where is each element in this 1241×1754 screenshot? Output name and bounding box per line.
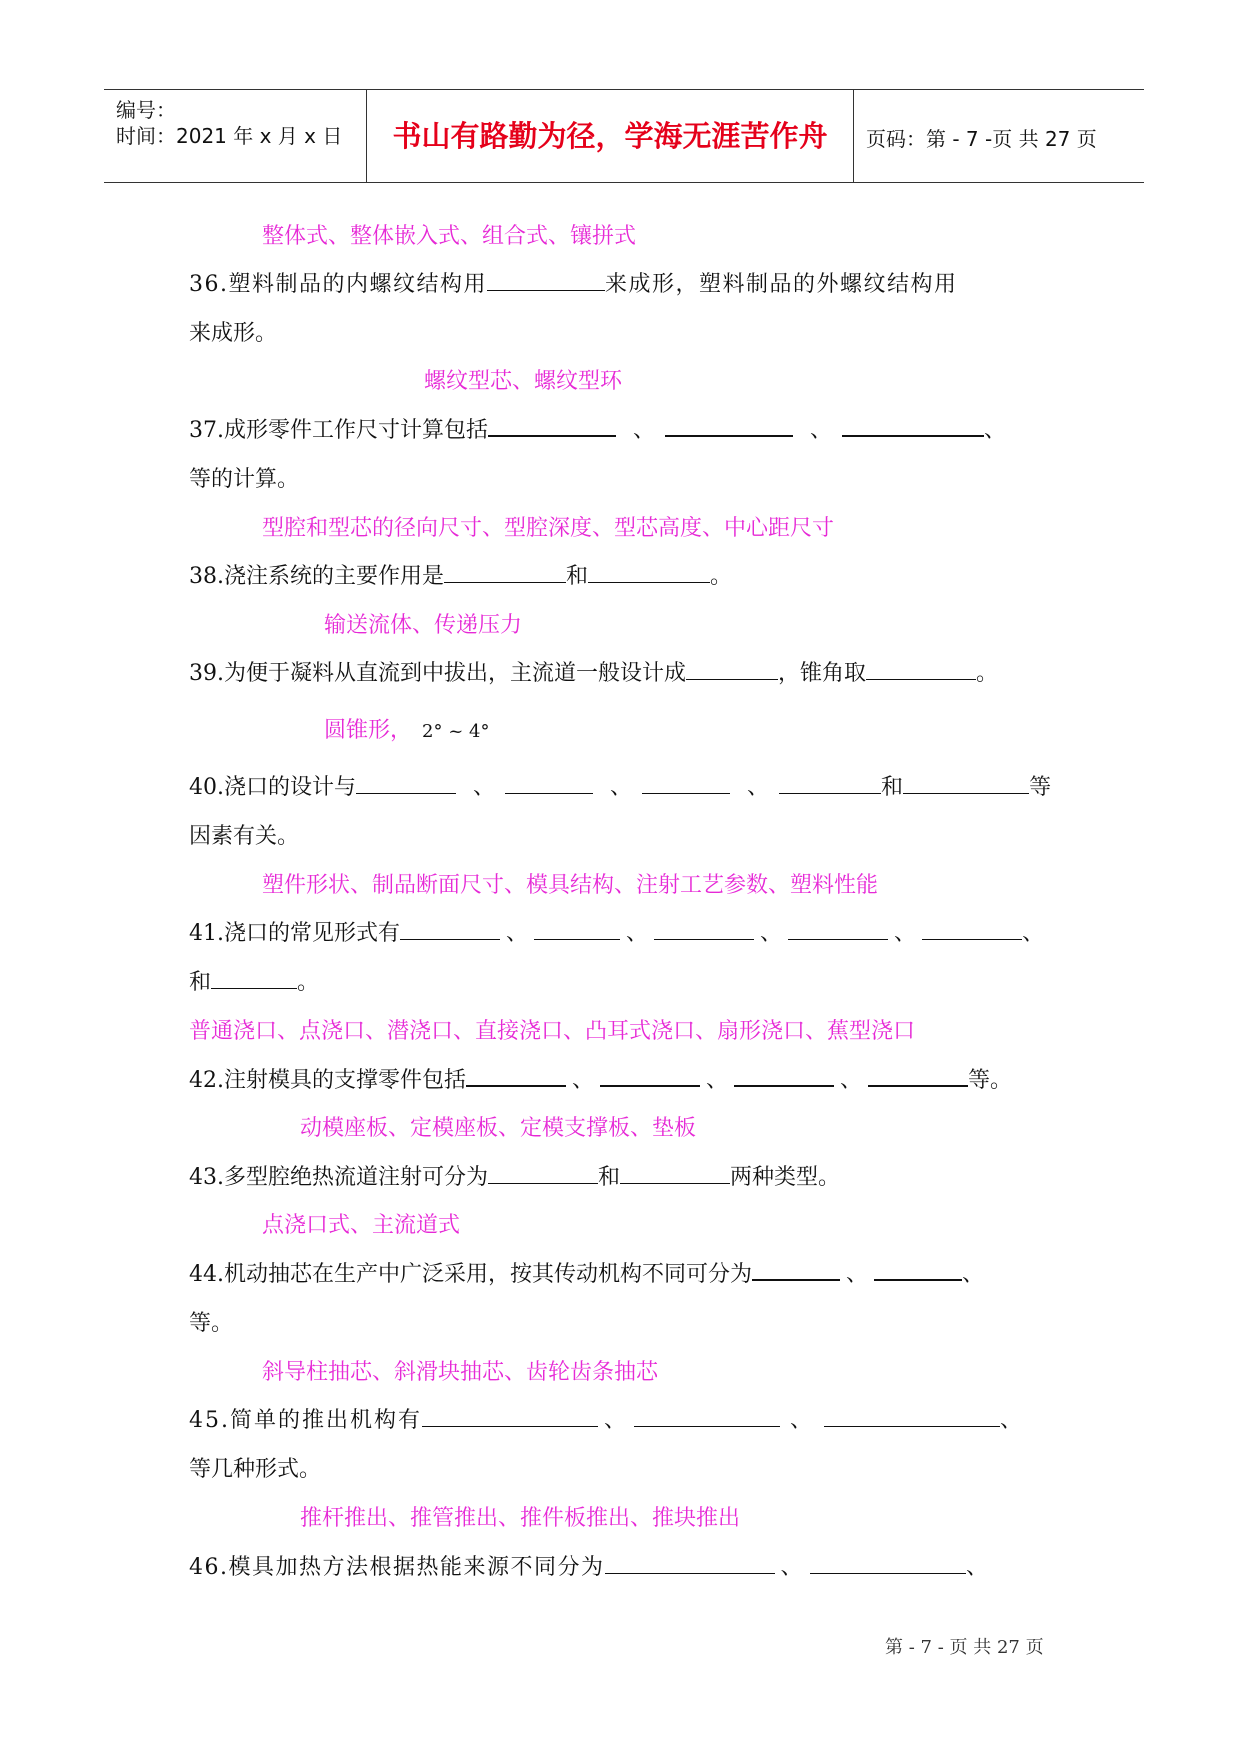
- blank[interactable]: [534, 919, 620, 940]
- question-40-cont: 因素有关。: [189, 824, 300, 849]
- question-37: 37.成形零件工作尺寸计算包括 、 、 、: [189, 413, 1006, 444]
- blank[interactable]: [588, 562, 710, 583]
- answer-39: 圆锥形， 2° ~ 4°: [324, 718, 490, 743]
- blank[interactable]: [400, 919, 500, 940]
- blank[interactable]: [654, 919, 754, 940]
- blank[interactable]: [686, 659, 778, 680]
- question-42: 42.注射模具的支撑零件包括 、 、 、 等。: [189, 1063, 1012, 1094]
- blank[interactable]: [665, 415, 793, 437]
- header-info-cell: [104, 90, 367, 182]
- question-44: 44.机动抽芯在生产中广泛采用，按其传动机构不同可分为 、 、: [189, 1257, 984, 1288]
- page-code: 页码：第 - 7 -页 共 27 页: [866, 127, 1097, 151]
- question-45-cont: 等几种形式。: [189, 1457, 322, 1482]
- blank[interactable]: [903, 773, 1029, 794]
- question-36: 36.塑料制品的内螺纹结构用 来成形，塑料制品的外螺纹结构用: [189, 272, 958, 297]
- question-36-cont: 来成形。: [189, 321, 278, 346]
- answer-36: 螺纹型芯、螺纹型环: [424, 369, 623, 394]
- blank[interactable]: [788, 919, 888, 940]
- blank[interactable]: [487, 270, 605, 291]
- answer-43: 点浇口式、主流道式: [262, 1213, 461, 1238]
- blank[interactable]: [600, 1065, 700, 1087]
- blank[interactable]: [466, 1065, 566, 1087]
- header-page-cell: [854, 90, 1144, 182]
- question-46: 46.模具加热方法根据热能来源不同分为 、 、: [189, 1555, 990, 1580]
- number-label: 编号：: [116, 98, 176, 122]
- blank[interactable]: [422, 1406, 598, 1427]
- question-45: 45.简单的推出机构有 、 、 、: [189, 1408, 1025, 1433]
- blank[interactable]: [505, 773, 593, 794]
- answer-45: 推杆推出、推管推出、推件板推出、推块推出: [300, 1506, 741, 1531]
- blank[interactable]: [824, 1406, 1000, 1427]
- header-motto: 书山有路勤为径，学海无涯苦作舟: [367, 90, 854, 182]
- answer-40: 塑件形状、制品断面尺寸、模具结构、注射工艺参数、塑料性能: [262, 873, 879, 898]
- blank[interactable]: [874, 1259, 962, 1281]
- time-label: 时间：2021 年 x 月 x 日: [116, 124, 343, 148]
- blank[interactable]: [922, 919, 1022, 940]
- blank[interactable]: [605, 1553, 775, 1574]
- page-header: [104, 89, 1144, 183]
- question-40: 40.浇口的设计与 、 、 、 和 等: [189, 775, 1052, 800]
- blank[interactable]: [488, 1163, 598, 1184]
- answer-41: 普通浇口、点浇口、潜浇口、直接浇口、凸耳式浇口、扇形浇口、蕉型浇口: [189, 1019, 916, 1044]
- blank[interactable]: [488, 415, 616, 437]
- blank[interactable]: [868, 1065, 968, 1087]
- blank[interactable]: [752, 1259, 840, 1281]
- blank[interactable]: [842, 415, 984, 437]
- blank[interactable]: [620, 1163, 730, 1184]
- blank[interactable]: [634, 1406, 780, 1427]
- answer-37: 型腔和型芯的径向尺寸、型腔深度、型芯高度、中心距尺寸: [262, 516, 835, 541]
- page-footer: 第 - 7 - 页 共 27 页: [885, 1637, 1044, 1658]
- blank[interactable]: [779, 773, 881, 794]
- question-39: 39.为便于凝料从直流到中拔出，主流道一般设计成 ，锥角取 。: [189, 661, 999, 686]
- blank[interactable]: [642, 773, 730, 794]
- blank[interactable]: [211, 968, 297, 989]
- question-44-cont: 等。: [189, 1311, 234, 1336]
- blank[interactable]: [734, 1065, 834, 1087]
- answer-42: 动模座板、定模座板、定模支撑板、垫板: [300, 1116, 697, 1141]
- blank[interactable]: [356, 773, 456, 794]
- question-41-cont: 和 。: [189, 970, 320, 995]
- question-41: 41.浇口的常见形式有 、 、 、 、 、: [189, 921, 1045, 946]
- blank[interactable]: [810, 1553, 966, 1574]
- answer-38: 输送流体、传递压力: [324, 613, 523, 638]
- question-37-cont: 等的计算。: [189, 467, 300, 492]
- blank[interactable]: [444, 562, 566, 583]
- answer-44: 斜导柱抽芯、斜滑块抽芯、齿轮齿条抽芯: [262, 1360, 659, 1385]
- question-43: 43.多型腔绝热流道注射可分为 和 两种类型。: [189, 1165, 841, 1190]
- answer-35: 整体式、整体嵌入式、组合式、镶拼式: [262, 224, 637, 249]
- question-38: 38.浇注系统的主要作用是 和 。: [189, 564, 733, 589]
- blank[interactable]: [866, 659, 976, 680]
